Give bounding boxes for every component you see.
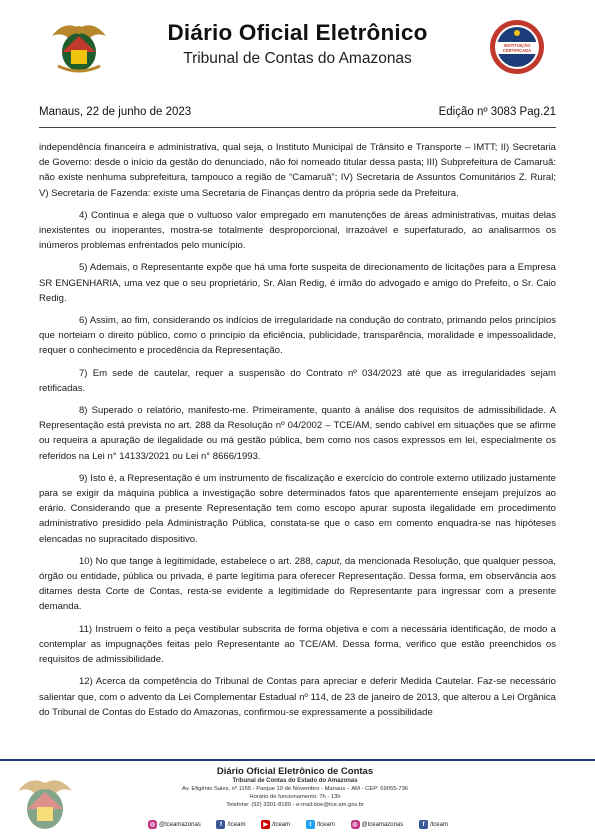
social-label: /tceam bbox=[429, 821, 448, 828]
footer-address: Av. Efigênio Sales, nº 1155 - Parque 10 de Novembro - Manaus – AM - CEP: 69055-736 bbox=[181, 786, 409, 792]
paragraph: 4) Continua e alega que o vultuoso valor empregado em manutenções de áreas administrativas, muitas delas inexistentes ou inoperantes, mostra-se totalmente desproporcional, irrazoável e superfaturado, ao analisarmos os inúmeros problemas enfrentados pelo município. bbox=[39, 209, 556, 252]
facebook-icon: f bbox=[419, 820, 428, 829]
paragraph: independência financeira e administrativa, qual seja, o Instituto Municipal de Trânsito e Transporte – IMTT; II) Secretaria de Governo: desde o início da gestão do denunciado, não foi nomeado titular dessa pasta; III) Subprefeitura de Camaruã: não existe nenhuma subprefeitura, tampouco a região de “Camaruã”; IV) Secretaria de Assuntos Comunitários Z. Rural; V) Secretaria de Fazenda: existe uma Secretaria de Finanças dentro da própria sede da Prefeitura. bbox=[39, 142, 556, 199]
footer-org: Tribunal de Contas do Estado do Amazonas bbox=[232, 778, 358, 784]
document-body bbox=[39, 140, 556, 727]
svg-text:CERTIFICADA: CERTIFICADA bbox=[502, 48, 532, 53]
paragraph: 5) Ademais, o Representante expõe que há uma forte suspeita de direcionamento de licitações para a Empresa SR ENGENHARIA, uma vez que o seu proprietário, Sr. Alan Redig, é irmão do advogado e amigo do Prefeito, o Sr. Caio Redig. bbox=[39, 262, 556, 304]
svg-text:INSTITUIÇÃO: INSTITUIÇÃO bbox=[503, 43, 531, 48]
social-link-facebook[interactable] bbox=[216, 820, 245, 829]
youtube-icon: ▶ bbox=[261, 820, 270, 829]
paragraph: 7) Em sede de cautelar, requer a suspensão do Contrato nº 034/2023 até que as irregularidades sejam retificadas. bbox=[39, 367, 556, 394]
social-link-youtube[interactable] bbox=[261, 820, 290, 829]
edition-number: Edição nº 3083 Pag.21 bbox=[438, 106, 556, 118]
social-label: @tceamazonas bbox=[159, 821, 201, 828]
social-label: /tceam bbox=[316, 821, 335, 828]
social-link-twitter[interactable] bbox=[306, 820, 335, 829]
paragraph-text: 10) No que tange à legitimidade, estabelece o art. 288, bbox=[79, 555, 317, 567]
paragraph-text: , da mencionada Resolução, que qualquer pessoa, órgão ou entidade, pública ou privada, é parte legítima para oferecer Representação. Dessa forma, em observância aos ditames desta Corte de Contas, resta-se evidente a legitimidade do Representante para ingressar com a presente demanda. bbox=[39, 555, 556, 613]
page-subtitle: Tribunal de Contas do Amazonas bbox=[183, 50, 412, 67]
instagram-icon: ◎ bbox=[352, 822, 358, 828]
header bbox=[0, 0, 595, 95]
social-label: /tceam bbox=[272, 821, 291, 828]
footer-title: Diário Oficial Eletrônico de Contas bbox=[216, 766, 374, 777]
paragraph: 12) Acerca da competência do Tribunal de Contas para apreciar e deferir Medida Cautelar. Faz-se necessário salientar que, com o advento da Lei Complementar Estadual nº 114, de 23 de janeiro de 2013, que alterou a Lei Orgânica do Tribunal de Contas do Estado do Amazonas, confirmou-se expressamente a possibilidade bbox=[39, 676, 556, 718]
tce-am-crest-logo bbox=[44, 14, 114, 76]
social-link-instagram[interactable] bbox=[351, 820, 404, 829]
social-link-instagram[interactable] bbox=[148, 820, 201, 829]
paragraph: 11) Instruem o feito a peça vestibular subscrita de forma objetiva e com a necessária identificação, de modo a contemplar as impugnações feitas pelo Representante ao TCE/AM. Dessa forma, verifico que estão preenchidos os requisitos de admissibilidade. bbox=[39, 623, 556, 666]
paragraph: 6) Assim, ao fim, considerando os indícios de irregularidade na condução do contrato, primando pelos princípios que norteiam o direito público, como o princípio da eficiência, publicidade, transparência, moralidade e impessoalidade, requer o conhecimento e procedência da Representação. bbox=[39, 315, 556, 357]
footer bbox=[150, 766, 440, 809]
footer-hours: Horário de funcionamento: 7h - 13h bbox=[249, 794, 341, 800]
footer-contact: Telefone: (92) 3301-8180 - e-mail:doe@tce.am.gov.br bbox=[226, 802, 364, 808]
paragraph: 8) Superado o relatório, manifesto-me. Primeiramente, quanto à análise dos requisitos de admissibilidade. A Representação está prevista no art. 288 da Resolução nº 04/2002 – TCE/AM, sendo cabível em situações que se afirme ou requeira a apuração de ilegalidade ou má gestão pública, bem como nos casos expressos em lei, especialmente os referidos na Lei n° 14133/2021 ou Lei n° 8666/1993. bbox=[39, 405, 556, 462]
paragraph-italic: caput bbox=[316, 555, 340, 567]
certified-institution-seal bbox=[484, 18, 550, 76]
twitter-icon: t bbox=[306, 820, 315, 829]
facebook-icon: f bbox=[216, 820, 225, 829]
social-link-facebook[interactable] bbox=[419, 820, 448, 829]
social-label: @tceamazonas bbox=[361, 821, 404, 828]
social-links bbox=[148, 820, 448, 829]
tce-am-crest-watermark bbox=[10, 767, 80, 835]
publication-date: Manaus, 22 de junho de 2023 bbox=[39, 106, 192, 118]
paragraph bbox=[39, 554, 556, 615]
instagram-icon: ◎ bbox=[149, 822, 156, 828]
social-label: /tceam bbox=[227, 821, 246, 828]
divider bbox=[39, 127, 556, 128]
footer-divider bbox=[0, 759, 595, 761]
paragraph: 9) Isto é, a Representação é um instrumento de fiscalização e exercício do controle externo utilizado justamente para se exigir da máquina pública a investigação sobre determinados fatos que aparentemente ensejam prejuízos ao erário. Considerando que a presente Representação tem como escopo apurar suposta ilegalidade em procedimento administrativo presidido pela Administração Pública, constata-se que o caso em comento enquadra-se nas hipóteses elencadas no supracitado dispositivo. bbox=[39, 472, 556, 545]
page-title: Diário Oficial Eletrônico bbox=[167, 20, 428, 45]
